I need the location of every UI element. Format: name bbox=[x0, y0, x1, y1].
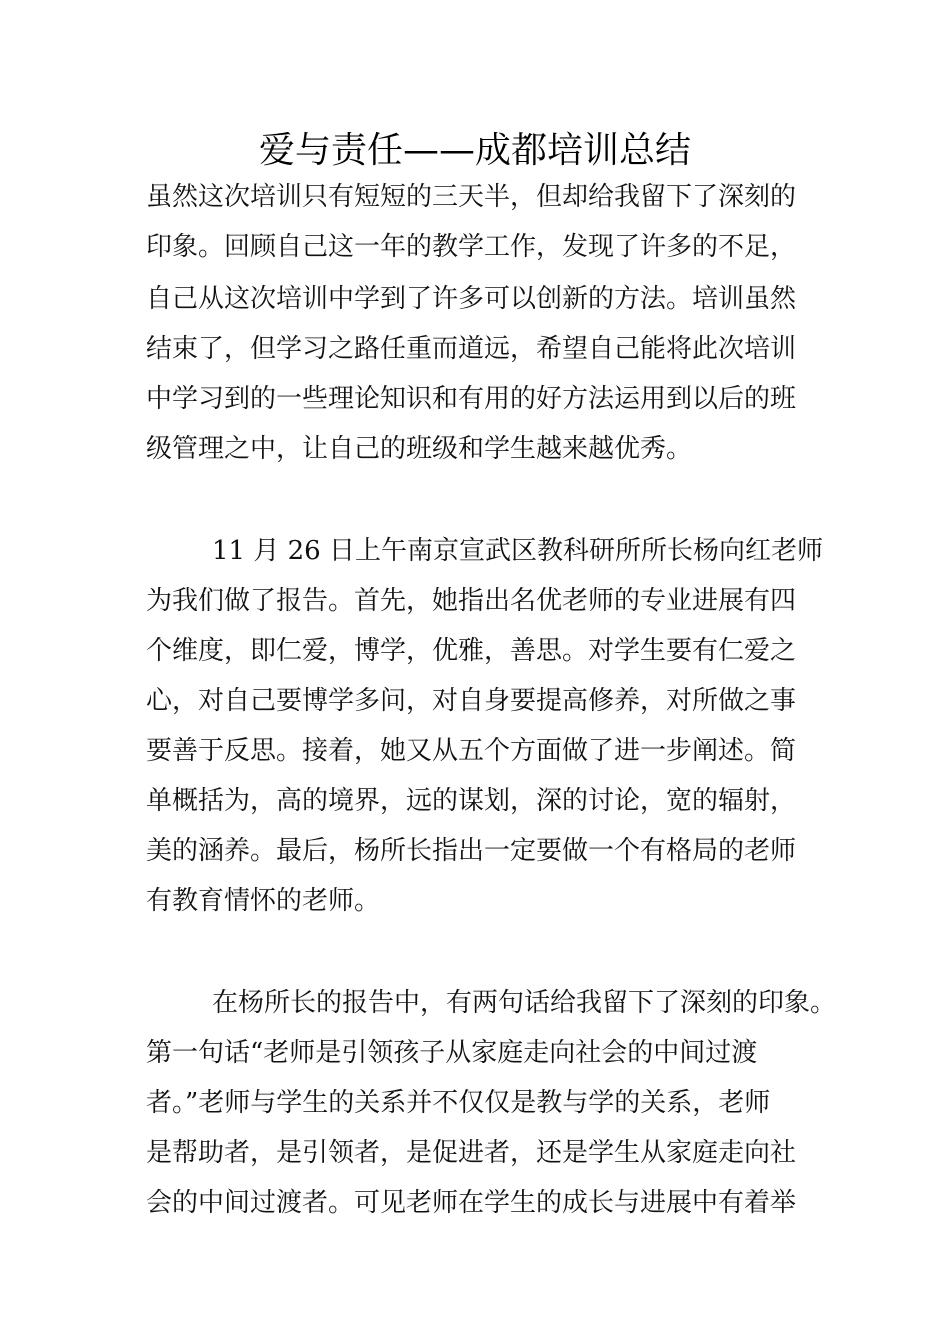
paragraph-2-line-5: 要善于反思。接着，她又从五个方面做了进一步阐述。简 bbox=[146, 736, 797, 766]
paragraph-1-line-6: 级管理之中，让自己的班级和学生越来越优秀。 bbox=[146, 434, 693, 464]
paragraph-2-line-2: 为我们做了报告。首先，她指出名优老师的专业进展有四 bbox=[146, 586, 797, 616]
paragraph-3-line-4: 是帮助者，是引领者，是促进者，还是学生从家庭走向社 bbox=[146, 1138, 797, 1168]
document-title: 爱与责任——成都培训总结 bbox=[258, 130, 691, 171]
paragraph-3-line-2: 第一句话“老师是引领孩子从家庭走向社会的中间过渡 bbox=[146, 1038, 758, 1068]
paragraph-2-line-7: 美的涵养。最后，杨所长指出一定要做一个有格局的老师 bbox=[146, 836, 797, 866]
paragraph-2-line-4: 心，对自己要博学多问，对自身要提高修养，对所做之事 bbox=[146, 686, 797, 716]
paragraph-2-line-3: 个维度，即仁爱，博学，优雅，善思。对学生要有仁爱之 bbox=[146, 636, 797, 666]
paragraph-1-line-3: 自己从这次培训中学到了许多可以创新的方法。培训虽然 bbox=[146, 284, 797, 314]
paragraph-2-line-8: 有教育情怀的老师。 bbox=[146, 886, 381, 916]
paragraph-1-line-4: 结束了，但学习之路任重而道远，希望自己能将此次培训 bbox=[146, 334, 797, 364]
paragraph-2-line-6: 单概括为，高的境界，远的谋划，深的讨论，宽的辐射， bbox=[146, 786, 797, 816]
paragraph-3-line-5: 会的中间过渡者。可见老师在学生的成长与进展中有着举 bbox=[146, 1188, 797, 1218]
paragraph-2-line-1: 11 月 26 日上午南京宣武区教科研所所长杨向红老师 bbox=[212, 536, 823, 566]
paragraph-1-line-1: 虽然这次培训只有短短的三天半，但却给我留下了深刻的 bbox=[146, 182, 797, 212]
paragraph-3-line-1: 在杨所长的报告中，有两句话给我留下了深刻的印象。 bbox=[212, 988, 837, 1018]
paragraph-1-line-5: 中学习到的一些理论知识和有用的好方法运用到以后的班 bbox=[146, 384, 797, 414]
paragraph-1-line-2: 印象。回顾自己这一年的教学工作，发现了许多的不足， bbox=[146, 232, 797, 262]
paragraph-3-line-3: 者。”老师与学生的关系并不仅仅是教与学的关系，老师 bbox=[146, 1088, 771, 1118]
